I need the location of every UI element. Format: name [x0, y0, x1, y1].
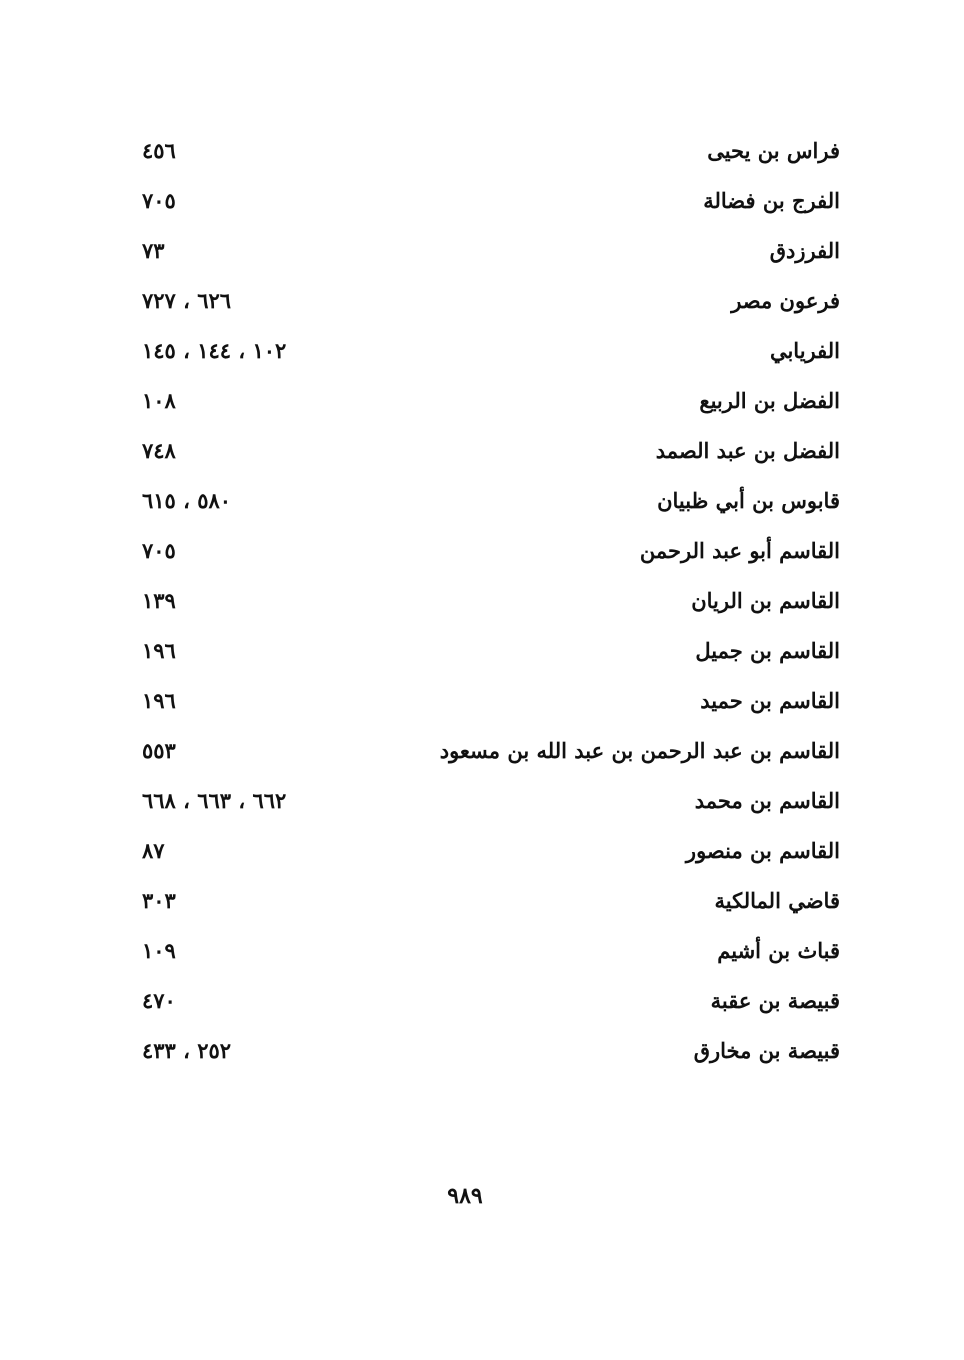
entry-name: القاسم بن منصور: [685, 838, 840, 863]
entry-name: القاسم بن عبد الرحمن بن عبد الله بن مسعود: [439, 738, 840, 763]
index-entry: [130, 228, 840, 278]
index-entry: [130, 778, 840, 828]
entry-page-refs: ١٩٦: [142, 638, 176, 663]
page-number: ٩٨٩: [447, 1183, 483, 1209]
index-entry: [130, 278, 840, 328]
index-entry: [130, 478, 840, 528]
index-entry: [130, 828, 840, 878]
index-entry: [130, 878, 840, 928]
entry-name: قابوس بن أبي ظبيان: [657, 488, 840, 513]
entry-page-refs: ٧٠٥: [142, 538, 176, 563]
index-entry: [130, 178, 840, 228]
entry-page-refs: ٧٣: [142, 238, 165, 263]
index-entry: [130, 428, 840, 478]
index-entry: [130, 628, 840, 678]
index-entry: [130, 1028, 840, 1078]
entry-page-refs: ٧٠٥: [142, 188, 176, 213]
entry-page-refs: ١٠٩: [142, 938, 176, 963]
entry-name: قباث بن أشيم: [717, 938, 840, 963]
entry-page-refs: ٦٢٦ ، ٧٢٧: [142, 288, 232, 313]
entry-page-refs: ١٠٨: [142, 388, 176, 413]
entry-name: الفرزدق: [769, 238, 840, 263]
entry-page-refs: ٢٥٢ ، ٤٣٣: [142, 1038, 232, 1063]
index-entry: [130, 678, 840, 728]
entry-page-refs: ٧٤٨: [142, 438, 176, 463]
entry-name: قبيصة بن مخارق: [693, 1038, 840, 1063]
entry-page-refs: ٣٠٣: [142, 888, 176, 913]
entry-name: القاسم بن محمد: [694, 788, 840, 813]
index-entry: [130, 978, 840, 1028]
entry-name: الفضل بن الربيع: [699, 388, 840, 413]
index-entry: [130, 528, 840, 578]
entry-page-refs: ١٠٢ ، ١٤٤ ، ١٤٥: [142, 338, 287, 363]
entry-page-refs: ٦٦٢ ، ٦٦٣ ، ٦٦٨: [142, 788, 287, 813]
index-entry: [130, 728, 840, 778]
index-entry: [130, 928, 840, 978]
entry-page-refs: ١٣٩: [142, 588, 176, 613]
entry-name: قاضي المالكية: [714, 888, 840, 913]
entry-page-refs: ٨٧: [142, 838, 165, 863]
entry-name: القاسم بن حميد: [700, 688, 840, 713]
index-entry: [130, 328, 840, 378]
entry-page-refs: ٥٨٠ ، ٦١٥: [142, 488, 232, 513]
index-entry: [130, 578, 840, 628]
entry-page-refs: ١٩٦: [142, 688, 176, 713]
index-entry: [130, 128, 840, 178]
entry-page-refs: ٤٥٦: [142, 138, 176, 163]
entry-name: الفريابي: [769, 338, 840, 363]
entry-name: فراس بن يحيى: [707, 138, 840, 163]
name-index-list: [130, 128, 840, 1078]
entry-page-refs: ٤٧٠: [142, 988, 176, 1013]
entry-name: الفضل بن عبد الصمد: [655, 438, 840, 463]
entry-name: القاسم بن جميل: [695, 638, 840, 663]
entry-name: فرعون مصر: [731, 288, 840, 313]
entry-name: قبيصة بن عقبة: [710, 988, 840, 1013]
entry-name: الفرج بن فضالة: [703, 188, 840, 213]
entry-page-refs: ٥٥٣: [142, 738, 176, 763]
entry-name: القاسم أبو عبد الرحمن: [639, 538, 840, 563]
index-entry: [130, 378, 840, 428]
entry-name: القاسم بن الريان: [691, 588, 840, 613]
